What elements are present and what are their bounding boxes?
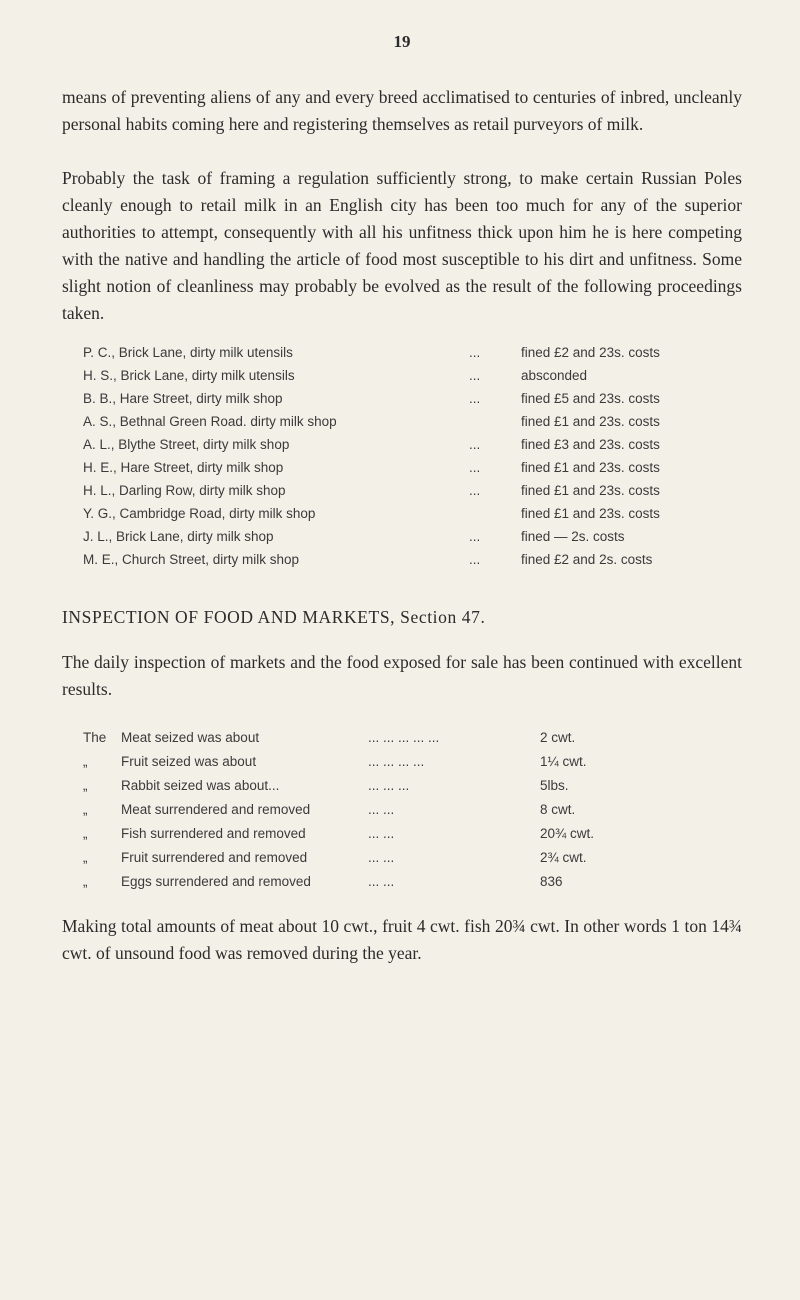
proceeding-description: M. E., Church Street, dirty milk shop (83, 552, 300, 567)
seized-label: Meat surrendered and removed (121, 801, 311, 817)
seized-amount: 2¾ cwt. (540, 849, 587, 865)
seized-amount: 1¼ cwt. (540, 753, 587, 769)
proceeding-row (62, 456, 742, 479)
seized-row (62, 725, 742, 749)
proceeding-leader: ... (469, 552, 481, 567)
paragraph-inspection: The daily inspection of markets and the food exposed for sale has been continued with excellent results. (62, 652, 742, 699)
proceeding-result: absconded (521, 368, 588, 383)
seized-row (62, 845, 742, 869)
seized-row (62, 749, 742, 773)
proceeding-row (62, 525, 742, 548)
seized-leader: ... ... ... (368, 777, 410, 793)
seized-leader: ... ... (368, 801, 395, 817)
seized-prefix: „ (83, 753, 88, 769)
seized-leader: ... ... (368, 849, 395, 865)
section-heading: INSPECTION OF FOOD AND MARKETS, Section 47. (62, 607, 486, 627)
proceeding-row (62, 341, 742, 364)
seized-leader: ... ... (368, 825, 395, 841)
seized-row (62, 797, 742, 821)
proceeding-description: B. B., Hare Street, dirty milk shop (83, 391, 283, 406)
seized-label: Fruit surrendered and removed (121, 849, 308, 865)
proceeding-result: fined £1 and 23s. costs (521, 506, 660, 521)
seized-prefix: „ (83, 825, 88, 841)
proceeding-leader: ... (469, 368, 481, 383)
document-page (62, 0, 742, 967)
seized-list (62, 725, 742, 893)
proceeding-leader: ... (469, 391, 481, 406)
seized-leader: ... ... ... ... (368, 753, 425, 769)
proceeding-description: Y. G., Cambridge Road, dirty milk shop (83, 506, 316, 521)
paragraph-regulation: Probably the task of framing a regulation sufficiently strong, to make certain Russian Poles cleanly enough to retail milk in an English city has been too much for any of the superior authorities to attempt, consequently with all his unfitness thick upon him he is here competing with the native and handling the article of food most susceptible to his dirt and unfitness. Some slight notion of cleanliness may probably be evolved as the result of the following proceedings taken. (62, 168, 742, 323)
proceeding-row (62, 387, 742, 410)
proceeding-leader: ... (469, 483, 481, 498)
proceeding-result: fined — 2s. costs (521, 529, 625, 544)
proceeding-leader: ... (469, 345, 481, 360)
proceeding-row (62, 479, 742, 502)
proceedings-list (62, 341, 742, 571)
seized-prefix: „ (83, 801, 88, 817)
seized-prefix: The (83, 729, 107, 745)
proceeding-result: fined £3 and 23s. costs (521, 437, 660, 452)
proceeding-result: fined £1 and 23s. costs (521, 414, 660, 429)
proceeding-result: fined £5 and 23s. costs (521, 391, 660, 406)
seized-label: Rabbit seized was about... (121, 777, 280, 793)
seized-amount: 2 cwt. (540, 729, 576, 745)
seized-label: Meat seized was about (121, 729, 260, 745)
seized-leader: ... ... (368, 873, 395, 889)
seized-leader: ... ... ... ... ... (368, 729, 440, 745)
proceeding-result: fined £2 and 23s. costs (521, 345, 660, 360)
proceeding-description: H. S., Brick Lane, dirty milk utensils (83, 368, 295, 383)
proceeding-description: H. L., Darling Row, dirty milk shop (83, 483, 286, 498)
proceeding-result: fined £1 and 23s. costs (521, 483, 660, 498)
seized-row (62, 773, 742, 797)
proceeding-row (62, 364, 742, 387)
proceeding-row (62, 433, 742, 456)
proceeding-row (62, 548, 742, 571)
seized-prefix: „ (83, 873, 88, 889)
seized-amount: 5lbs. (540, 777, 569, 793)
seized-row (62, 821, 742, 845)
proceeding-result: fined £2 and 2s. costs (521, 552, 653, 567)
seized-label: Eggs surrendered and removed (121, 873, 311, 889)
proceeding-description: A. L., Blythe Street, dirty milk shop (83, 437, 290, 452)
seized-label: Fruit seized was about (121, 753, 257, 769)
seized-amount: 836 (540, 873, 563, 889)
proceeding-result: fined £1 and 23s. costs (521, 460, 660, 475)
proceeding-description: A. S., Bethnal Green Road. dirty milk shop (83, 414, 337, 429)
proceeding-description: H. E., Hare Street, dirty milk shop (83, 460, 284, 475)
seized-amount: 8 cwt. (540, 801, 576, 817)
page-number: 19 (393, 32, 411, 51)
proceeding-leader: ... (469, 529, 481, 544)
proceeding-description: P. C., Brick Lane, dirty milk utensils (83, 345, 293, 360)
paragraph-totals: Making total amounts of meat about 10 cwt., fruit 4 cwt. fish 20¾ cwt. In other words 1 ton 14¾ cwt. of unsound food was removed during the year. (62, 916, 742, 963)
proceeding-description: J. L., Brick Lane, dirty milk shop (83, 529, 274, 544)
seized-label: Fish surrendered and removed (121, 825, 306, 841)
paragraph-aliens: means of preventing aliens of any and every breed acclimatised to centuries of inbred, uncleanly personal habits coming here and registering themselves as retail purveyors of milk. (62, 87, 742, 134)
seized-prefix: „ (83, 777, 88, 793)
seized-amount: 20¾ cwt. (540, 825, 595, 841)
proceeding-leader: ... (469, 460, 481, 475)
proceeding-row (62, 410, 742, 433)
seized-prefix: „ (83, 849, 88, 865)
proceeding-row (62, 502, 742, 525)
proceeding-leader: ... (469, 437, 481, 452)
seized-row (62, 869, 742, 893)
